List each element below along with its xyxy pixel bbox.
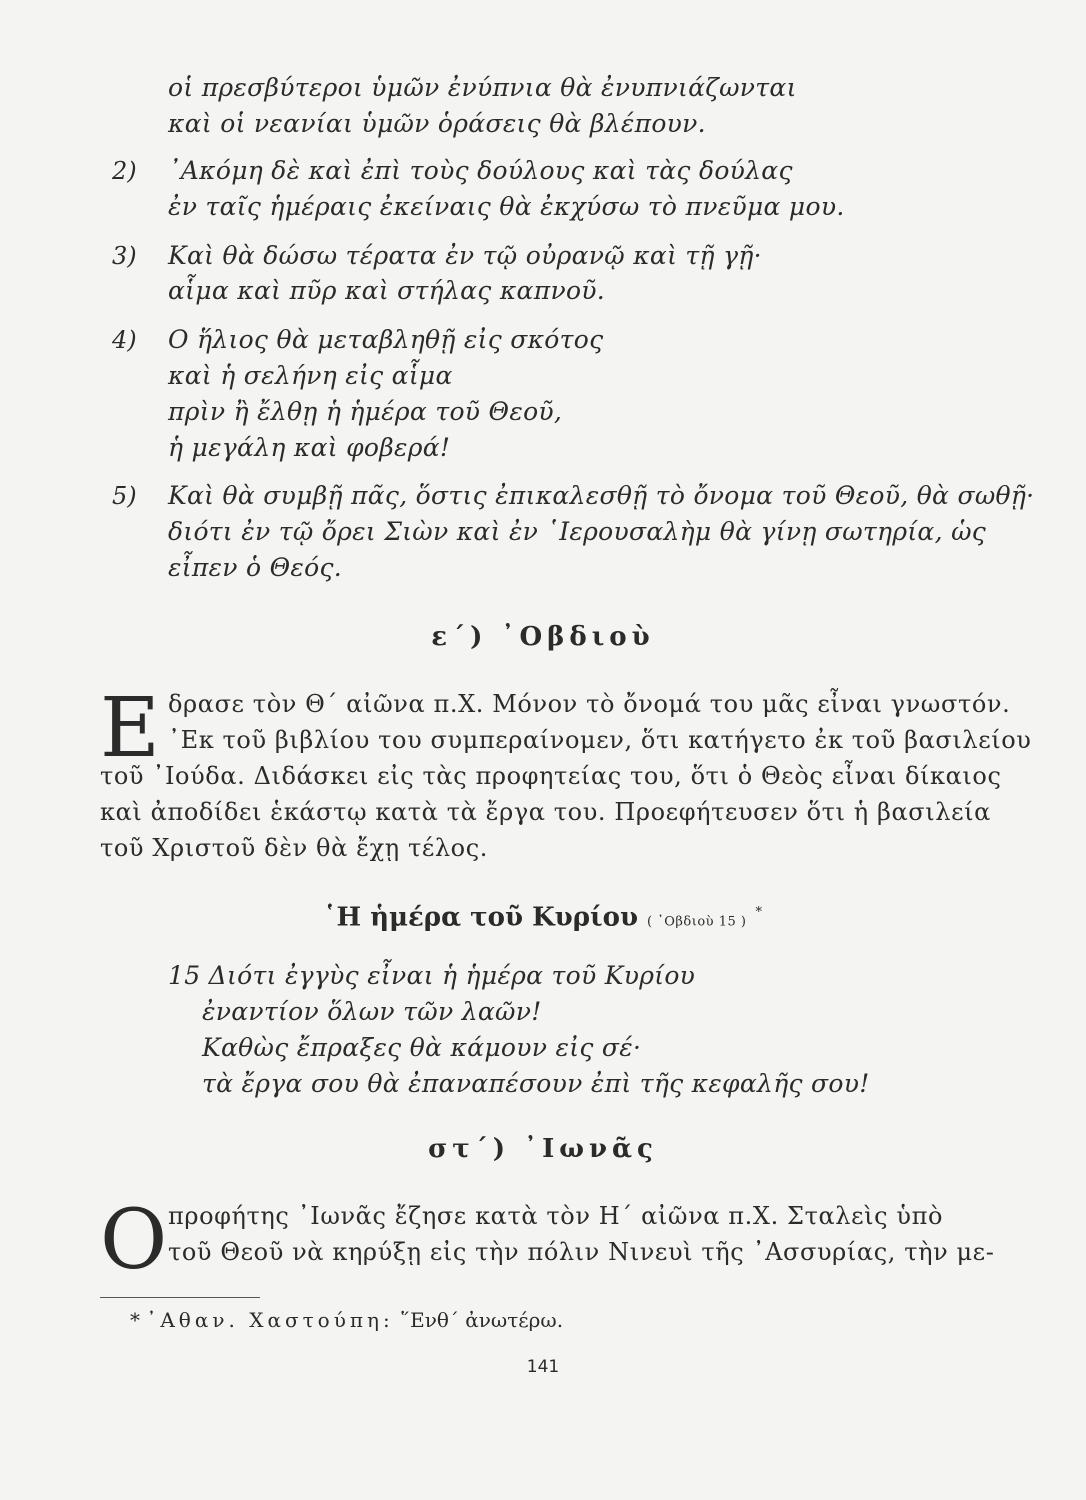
footnote-divider xyxy=(100,1297,260,1298)
prose-line: δρασε τὸν Θ΄ αἰῶνα π.Χ. Μόνον τὸ ὄνομά του μᾶς εἶναι γνωστόν. xyxy=(168,690,1011,718)
poem-line: Ο ἥλιος θὰ μεταβληθῇ εἰς σκότος xyxy=(168,325,604,354)
subheading xyxy=(0,896,1086,940)
verse-number: 2) xyxy=(112,157,137,185)
verse-number: 3) xyxy=(112,242,137,270)
poem-line: Καὶ θὰ συμβῇ πᾶς, ὅστις ἐπικαλεσθῇ τὸ ὄνομα τοῦ Θεοῦ, θὰ σωθῇ· xyxy=(168,481,1035,510)
prose-line: τοῦ Θεοῦ νὰ κηρύξῃ εἰς τὴν πόλιν Νινευὶ τῆς ᾿Ασσυρίας, τὴν με- xyxy=(168,1238,995,1266)
poem-line: καὶ ἡ σελήνη εἰς αἷμα xyxy=(168,361,453,390)
drop-cap: Ο xyxy=(100,1193,168,1288)
poem-line: εἶπεν ὁ Θεός. xyxy=(168,553,343,582)
poem-line: 15 Διότι ἐγγὺς εἶναι ἡ ἡμέρα τοῦ Κυρίου xyxy=(168,961,696,990)
prose-line: καὶ ἀποδίδει ἑκάστῳ κατὰ τὰ ἔργα του. Προεφήτευσεν ὅτι ἡ βασιλεία xyxy=(100,798,991,826)
poem-line: Καὶ θὰ δώσω τέρατα ἐν τῷ οὐρανῷ καὶ τῇ γῇ· xyxy=(168,241,762,270)
prose-line: τοῦ Χριστοῦ δὲν θὰ ἔχῃ τέλος. xyxy=(100,834,488,862)
drop-cap: Ε xyxy=(100,681,160,776)
prose-line: τοῦ ᾿Ιούδα. Διδάσκει εἰς τὰς προφητείας του, ὅτι ὁ Θεὸς εἶναι δίκαιος xyxy=(100,762,1002,790)
poem-line: πρὶν ἢ ἔλθῃ ἡ ἡμέρα τοῦ Θεοῦ, xyxy=(168,397,563,426)
subheading-title: ῾Η ἡμέρα τοῦ Κυρίου xyxy=(323,902,638,933)
poem-line: καὶ οἱ νεανίαι ὑμῶν ὁράσεις θὰ βλέπουν. xyxy=(168,109,706,138)
poem-line: οἱ πρεσβύτεροι ὑμῶν ἐνύπνια θὰ ἐνυπνιάζωνται xyxy=(168,73,797,102)
verse-number: 5) xyxy=(112,482,137,510)
footnote-text: ῞Ενθ΄ ἀνωτέρω. xyxy=(400,1308,564,1332)
poem-line: Καθὼς ἔπραξες θὰ κάμουν εἰς σέ· xyxy=(202,1033,642,1062)
footnote xyxy=(130,1307,563,1333)
page-number: 141 xyxy=(526,1357,560,1377)
poem-line: διότι ἐν τῷ ὄρει Σιὼν καὶ ἐν ῾Ιερουσαλὴμ θὰ γίνῃ σωτηρία, ὡς xyxy=(168,517,987,546)
footnote-mark: * xyxy=(130,1308,140,1332)
subheading-reference: ( ᾿Οβδιοὺ 15 ) xyxy=(647,914,747,930)
poem-line: τὰ ἔργα σου θὰ ἐπαναπέσουν ἐπὶ τῆς κεφαλῆς σου! xyxy=(202,1069,870,1098)
prose-line: προφήτης ᾿Ιωνᾶς ἔζησε κατὰ τὸν Η΄ αἰῶνα π.Χ. Σταλεὶς ὑπὸ xyxy=(168,1202,944,1230)
poem-line: ἐν ταῖς ἡμέραις ἐκείναις θὰ ἐκχύσω τὸ πνεῦμα μου. xyxy=(168,192,845,221)
section-heading: ε΄) ᾿Οβδιοὺ xyxy=(431,622,655,652)
footnote-mark: * xyxy=(755,905,763,920)
footnote-author: ᾿Αθαν. Χαστούπη: xyxy=(146,1308,394,1332)
poem-line: ἐναντίον ὅλων τῶν λαῶν! xyxy=(202,997,542,1026)
section-heading: στ΄) ᾿Ιωνᾶς xyxy=(428,1134,658,1164)
poem-line: ᾿Ακόμη δὲ καὶ ἐπὶ τοὺς δούλους καὶ τὰς δούλας xyxy=(168,156,793,185)
verse-number: 4) xyxy=(112,326,137,354)
poem-line: ἡ μεγάλη καὶ φοβερά! xyxy=(168,433,451,462)
prose-line: ᾿Εκ τοῦ βιβλίου του συμπεραίνομεν, ὅτι κατήγετο ἐκ τοῦ βασιλείου xyxy=(168,726,1032,754)
poem-line: αἷμα καὶ πῦρ καὶ στήλας καπνοῦ. xyxy=(168,276,606,305)
